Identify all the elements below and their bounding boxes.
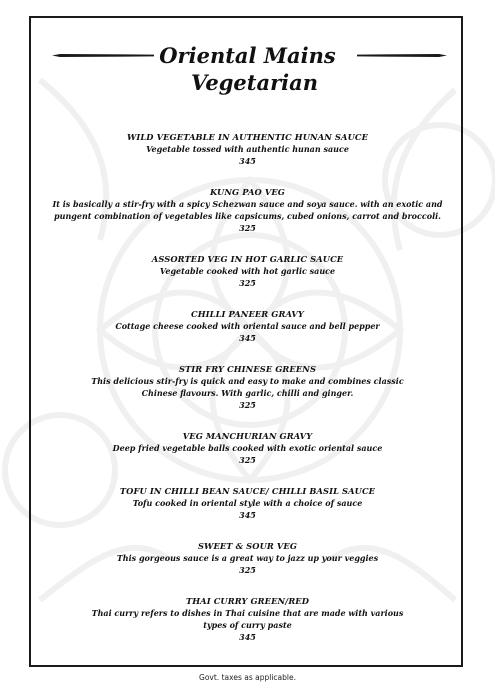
menu-item-price: 325	[239, 278, 256, 288]
menu-item-description: Cottage cheese cooked with oriental sauce and bell pepper	[115, 321, 380, 331]
menu-item	[40, 540, 455, 576]
menu-item-description: This gorgeous sauce is a great way to jazz up your veggies	[116, 553, 379, 563]
menu-item-name: STIR FRY CHINESE GREENS	[178, 364, 317, 374]
menu-item	[40, 131, 455, 167]
menu-item-price: 345	[239, 632, 256, 642]
menu-item-description: types of curry paste	[203, 620, 292, 630]
menu-item-description: Vegetable tossed with authentic hunan sauce	[146, 144, 349, 154]
menu-item-name: ASSORTED VEG IN HOT GARLIC SAUCE	[151, 254, 344, 264]
menu-item-description: pungent combination of vegetables like capsicums, cubed onions, carrot and broccoli.	[54, 211, 441, 221]
menu-item-price: 345	[239, 333, 256, 343]
menu-item-price: 325	[239, 223, 256, 233]
menu-item-price: 345	[239, 156, 256, 166]
menu-item	[40, 253, 455, 289]
menu-item-price: 325	[239, 455, 256, 465]
menu-item-description: Tofu cooked in oriental style with a choice of sauce	[132, 498, 363, 508]
menu-item-name: WILD VEGETABLE IN AUTHENTIC HUNAN SAUCE	[126, 132, 369, 142]
tax-note: Govt. taxes as applicable.	[199, 673, 296, 682]
menu-item-name: CHILLI PANEER GRAVY	[191, 309, 304, 319]
menu-item-list	[40, 131, 455, 662]
menu-item-name: TOFU IN CHILLI BEAN SAUCE/ CHILLI BASIL SAUCE	[119, 486, 376, 496]
menu-item-description: Vegetable cooked with hot garlic sauce	[159, 266, 336, 276]
menu-item	[40, 595, 455, 643]
menu-item-description: It is basically a stir-fry with a spicy Schezwan sauce and soya sauce. with an exotic and	[52, 199, 443, 209]
menu-item-price: 345	[239, 510, 256, 520]
menu-item	[40, 308, 455, 344]
menu-item-price: 325	[239, 400, 256, 410]
menu-item	[40, 430, 455, 466]
menu-item-description: Chinese flavours. With garlic, chilli and ginger.	[141, 388, 354, 398]
menu-item	[40, 186, 455, 234]
menu-item	[40, 363, 455, 411]
menu-section-title: Oriental Mains	[159, 43, 336, 68]
menu-item-name: KUNG PAO VEG	[210, 187, 285, 197]
menu-item-description: Thai curry refers to dishes in Thai cuisine that are made with various	[91, 608, 404, 618]
menu-item-name: VEG MANCHURIAN GRAVY	[182, 431, 313, 441]
page-title	[0, 42, 495, 96]
menu-item-name: SWEET & SOUR VEG	[197, 541, 298, 551]
menu-section-subtitle: Vegetarian	[191, 70, 318, 95]
menu-item-price: 325	[239, 565, 256, 575]
menu-item-name: THAI CURRY GREEN/RED	[185, 596, 310, 606]
menu-item-description: Deep fried vegetable balls cooked with exotic oriental sauce	[112, 443, 383, 453]
menu-item	[40, 485, 455, 521]
menu-item-description: This delicious stir-fry is quick and easy to make and combines classic	[91, 376, 404, 386]
